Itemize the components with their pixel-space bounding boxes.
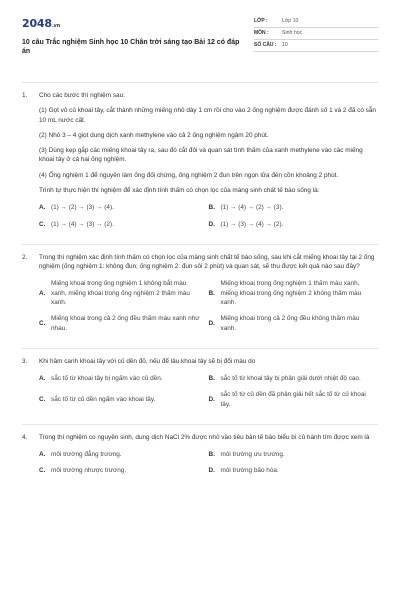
question-number: 3. — [22, 357, 28, 365]
option-text: môi trường bão hòa. — [220, 467, 279, 475]
option-text: môi trường ưu trương. — [220, 451, 285, 459]
site-logo[interactable] — [22, 16, 247, 32]
header-divider — [22, 82, 378, 83]
answer-option[interactable] — [39, 374, 209, 383]
question-body — [39, 91, 378, 236]
answer-option[interactable] — [209, 279, 379, 307]
option-text: Miếng khoai trong ống nghiệm 1 không bắt màu xanh, miếng khoai trong ống nghiệm 2 thấm màu xanh. — [51, 280, 190, 306]
answer-row — [39, 390, 378, 409]
option-text: sắc tố từ khoai tây bị phân giải dưới nhiệt độ cao. — [220, 375, 361, 383]
option-text: môi trường nhược trương. — [51, 467, 127, 475]
question-item — [22, 357, 378, 416]
meta-value: Sinh học — [282, 29, 303, 36]
option-letter: A. — [39, 451, 46, 459]
question-paragraph: (1) Gọt vỏ củ khoai tây, cắt thành những miếng nhỏ dày 1 cm rồi cho vào 2 ống nghiệm được đánh số 1 và 2 đã có sẵn 10 mL nước cất. — [39, 107, 376, 124]
answer-option[interactable] — [39, 220, 209, 229]
answer-option[interactable] — [39, 279, 209, 307]
question-text: Trong thí nghiệm xác định tính thấm có chọn lọc của màng sinh chất tế bào sống, sau khi cắt miếng khoai tây tại 2 ống nghiệm (ống nghiệm 1: không đun; ống nghiệm 2: đun sôi 2 phút) và quan sát, sẽ thu được kết quả nào sau đây? — [39, 253, 375, 271]
answer-options — [39, 450, 378, 476]
answer-option[interactable] — [39, 314, 209, 333]
meta-label: MÔN : — [254, 29, 269, 36]
option-letter: D. — [208, 467, 215, 475]
option-letter: C. — [39, 319, 46, 327]
option-text: (1) → (2) → (3) → (4). — [51, 204, 114, 212]
question-number: 2. — [22, 253, 28, 261]
header-left — [22, 16, 247, 57]
option-letter: C. — [39, 220, 46, 228]
answer-options — [39, 203, 378, 229]
option-text: sắc tố từ khoai tây bị ngấm vào củ dền. — [51, 375, 163, 383]
question-item — [22, 91, 378, 236]
logo-text: 2048 — [22, 17, 52, 30]
question-body — [39, 433, 378, 483]
option-letter: A. — [39, 375, 46, 383]
answer-option[interactable] — [209, 314, 379, 333]
question-list — [22, 91, 378, 483]
answer-option[interactable] — [209, 374, 379, 383]
option-letter: B. — [208, 204, 215, 212]
question-text: Cho các bước thí nghiệm sau: — [39, 92, 125, 99]
question-text: Trong thí nghiệm co nguyên sinh, dung dịch NaCl 2% được nhỏ vào tiêu bản tế bào biểu bì củ hành tím được xem là — [39, 433, 370, 441]
option-letter: D. — [208, 319, 215, 327]
option-text: (1) → (4) → (3) → (2). — [51, 220, 114, 228]
meta-row-grade — [254, 16, 378, 28]
option-text: Miếng khoai trong cả 2 ống đều thấm màu xanh như nhau. — [51, 315, 200, 332]
document-header — [22, 16, 378, 60]
question-item — [22, 253, 378, 340]
option-letter: C. — [39, 395, 46, 403]
document-meta — [254, 16, 378, 52]
option-text: Miếng khoai trong ống nghiệm 1 thấm màu xanh, miếng khoai trong ống nghiệm 2 không thấm màu xanh. — [220, 280, 362, 306]
question-paragraph: Trình tự thực hiện thí nghiệm để xác định tính thấm có chọn lọc của màng sinh chất tế bào sống là: — [39, 186, 320, 194]
question-body — [39, 253, 378, 340]
answer-option[interactable] — [39, 390, 209, 409]
answer-option[interactable] — [209, 220, 379, 229]
answer-option[interactable] — [209, 450, 379, 459]
question-paragraph: (3) Dùng kẹp gắp các miếng khoai tây ra, sau đó cắt đôi và quan sát tình thấm của xanh methylene vào các miếng khoai tây ở cả hai ống nghiệm. — [39, 147, 363, 164]
meta-value: Lớp 10 — [282, 17, 299, 24]
question-divider — [22, 244, 378, 245]
question-item — [22, 433, 378, 483]
option-text: (1) → (4) → (2) → (3). — [220, 204, 284, 212]
option-letter: A. — [39, 289, 46, 297]
meta-row-count — [254, 40, 378, 52]
answer-row — [39, 466, 378, 475]
answer-option[interactable] — [209, 466, 379, 475]
option-letter: B. — [208, 289, 215, 297]
option-letter: D. — [208, 395, 215, 403]
question-divider — [22, 348, 378, 349]
option-letter: C. — [39, 467, 46, 475]
option-text: (1) → (3) → (4) → (2). — [220, 220, 284, 228]
answer-row — [39, 279, 378, 307]
option-letter: B. — [208, 451, 215, 459]
meta-label: LỚP : — [254, 17, 268, 24]
option-text: Miếng khoai trong cả 2 ống đều không thấm màu xanh. — [220, 315, 360, 332]
answer-option[interactable] — [209, 203, 379, 212]
question-number: 4. — [22, 433, 28, 441]
answer-option[interactable] — [39, 203, 209, 212]
meta-value: 10 — [282, 41, 288, 48]
option-text: sắc tố từ củ dền ngấm vào khoai tây. — [51, 395, 156, 403]
question-number: 1. — [22, 92, 28, 99]
meta-row-subject — [254, 28, 378, 40]
answer-option[interactable] — [209, 390, 379, 409]
answer-row — [39, 203, 378, 212]
question-paragraph: (2) Nhỏ 3 – 4 giọt dung dịch xanh methylene vào cả 2 ống nghiệm ngâm 20 phút. — [39, 131, 269, 139]
answer-options — [39, 279, 378, 332]
question-body — [39, 357, 378, 416]
question-text: Khi hầm canh khoai tây với củ dền đỏ, nếu để lâu khoai tây sẽ bị đổi màu do — [39, 357, 256, 365]
answer-option[interactable] — [39, 466, 209, 475]
answer-row — [39, 220, 378, 229]
option-letter: B. — [208, 375, 215, 383]
logo-suffix: .vn — [51, 23, 60, 29]
option-text: sắc tố từ củ dền đã phân giải hết sắc tố từ củ khoai tây. — [220, 391, 366, 408]
question-paragraph: (4) Ống nghiệm 1 để nguyên làm ống đối chứng, ống nghiệm 2 đun trên ngọn lửa đèn cồn khoảng 2 phút. — [39, 171, 339, 179]
option-text: môi trường đẳng trương. — [51, 451, 122, 459]
answer-row — [39, 450, 378, 459]
meta-label: SỐ CÂU : — [254, 41, 277, 48]
option-letter: A. — [39, 204, 46, 212]
option-letter: D. — [208, 220, 215, 228]
answer-row — [39, 314, 378, 333]
document-title: 10 câu Trắc nghiệm Sinh học 10 Chân trời sáng tạo Bài 12 có đáp án — [22, 38, 240, 56]
answer-row — [39, 374, 378, 383]
answer-options — [39, 374, 378, 409]
answer-option[interactable] — [39, 450, 209, 459]
question-divider — [22, 424, 378, 425]
